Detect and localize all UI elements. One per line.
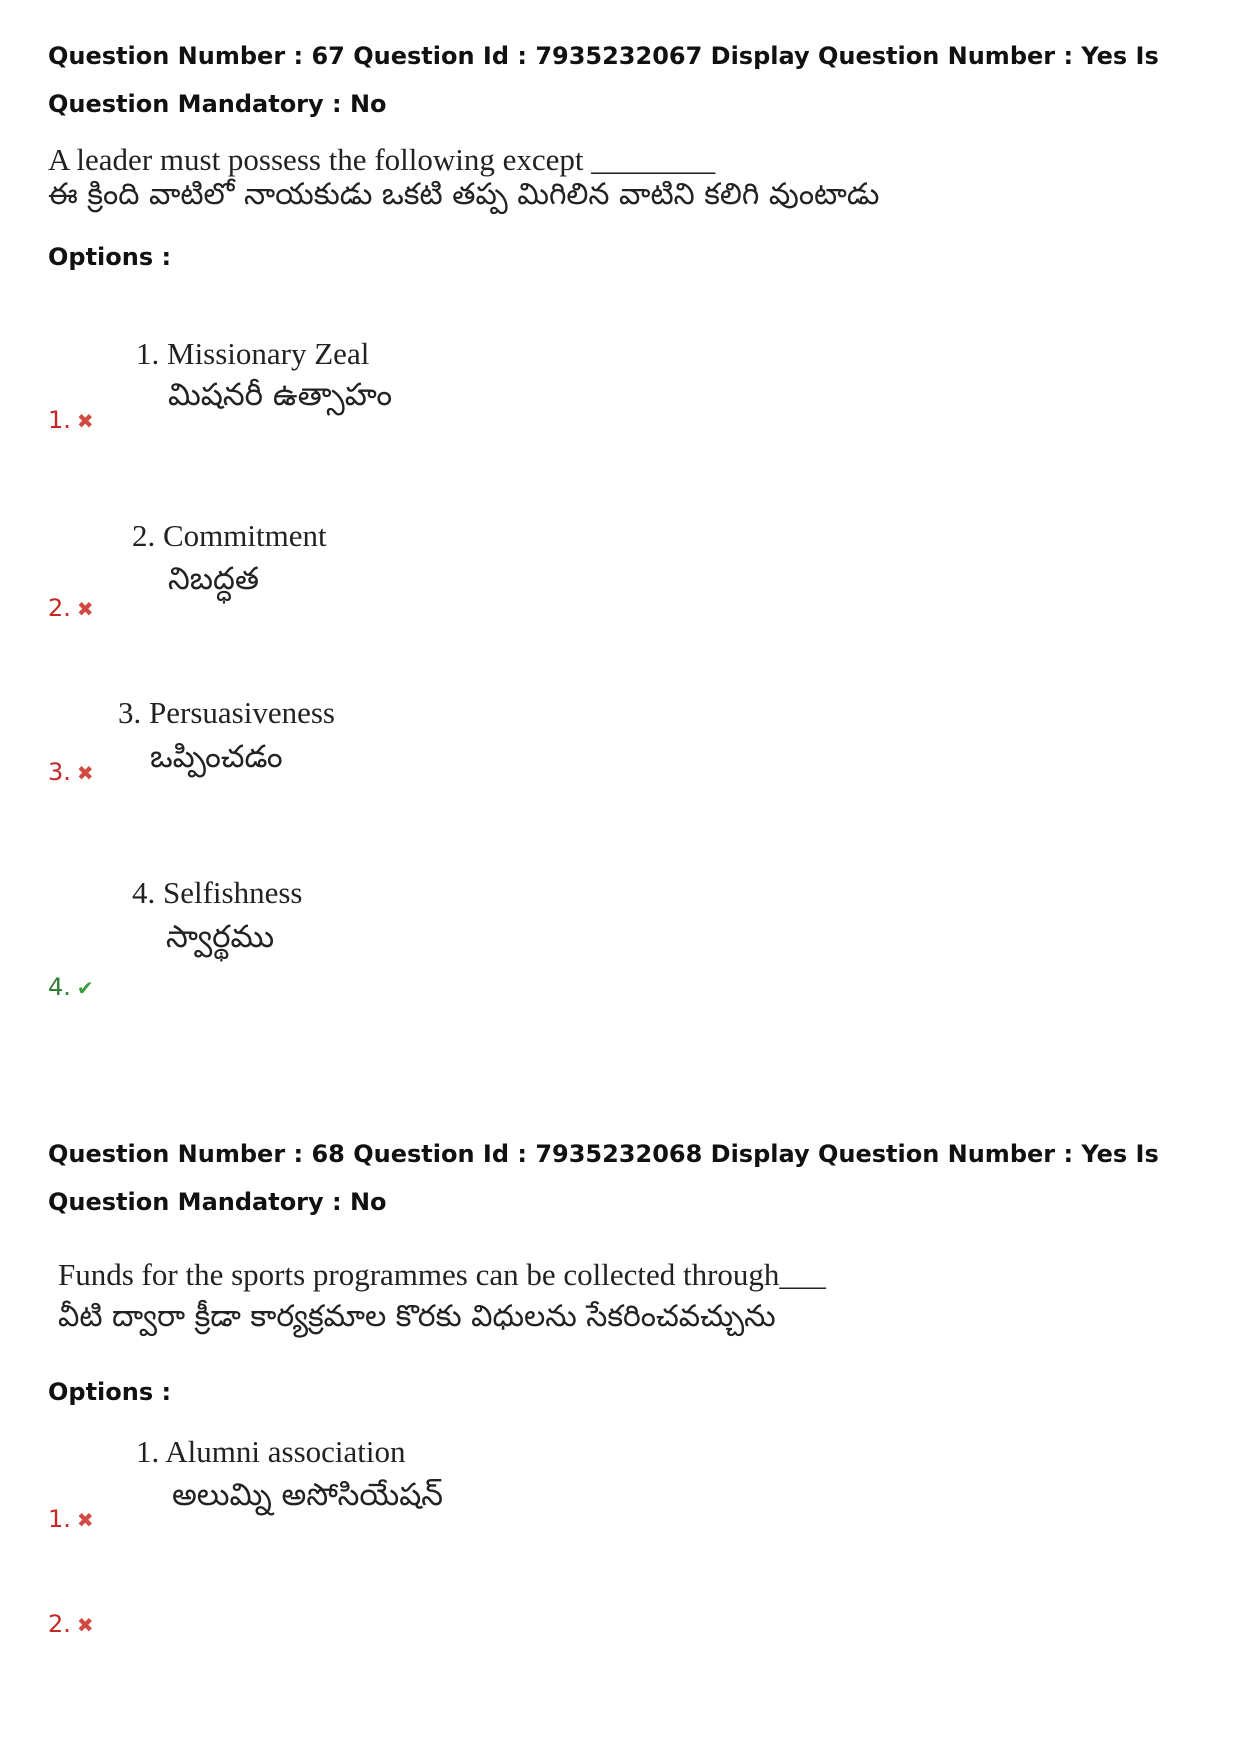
option-2-text-en: 2. Commitment [132,518,327,553]
option-3-marker [48,758,94,786]
question-header: Question Number : 67 Question Id : 7935232067 Display Question Number : Yes Is Question Mandatory : No [48,42,1159,118]
option-number: 1. [48,1505,71,1533]
option-3-text-te: ఒప్పించడం [150,739,283,775]
option-2-text-te: నిబద్ధత [168,561,260,597]
option-4-text-en: 4. Selfishness [132,875,303,910]
option-4-text-te: స్వార్థము [166,919,275,955]
option-1-text-te: అలుమ్ని అసోసియేషన్ [172,1477,444,1513]
cross-icon: ✖ [76,409,94,433]
question-text-te: ఈ క్రింది వాటిలో నాయకుడు ఒకటి తప్ప మిగిలిన వాటిని కలిగి వుంటాడు [48,177,880,212]
question-text-en: Funds for the sports programmes can be collected through___ [58,1257,826,1292]
question-text-en: A leader must possess the following except ________ [48,142,716,177]
option-number: 2. [48,1610,71,1638]
option-2-marker [48,594,94,622]
options-label: Options : [48,1378,172,1406]
option-1-text-en: 1. Missionary Zeal [136,336,370,371]
option-number: 3. [48,758,71,786]
option-2-marker [48,1610,94,1638]
option-1-text-te: మిషనరీ ఉత్సాహం [168,377,393,413]
question-header: Question Number : 68 Question Id : 7935232068 Display Question Number : Yes Is Question Mandatory : No [48,1140,1159,1216]
cross-icon: ✖ [76,1508,94,1532]
option-4-marker [48,973,94,1001]
option-number: 2. [48,594,71,622]
option-1-text-en: 1. Alumni association [136,1434,406,1469]
options-label: Options : [48,243,172,271]
option-1-marker [48,1505,94,1533]
option-1-marker [48,406,94,434]
check-icon: ✔ [76,976,94,1000]
cross-icon: ✖ [76,761,94,785]
cross-icon: ✖ [76,1613,94,1637]
question-text-te: వీటి ద్వారా క్రీడా కార్యక్రమాల కొరకు విధులను సేకరించవచ్చును [58,1299,776,1334]
option-number: 1. [48,406,71,434]
option-3-text-en: 3. Persuasiveness [118,695,335,730]
option-number: 4. [48,973,71,1001]
cross-icon: ✖ [76,597,94,621]
